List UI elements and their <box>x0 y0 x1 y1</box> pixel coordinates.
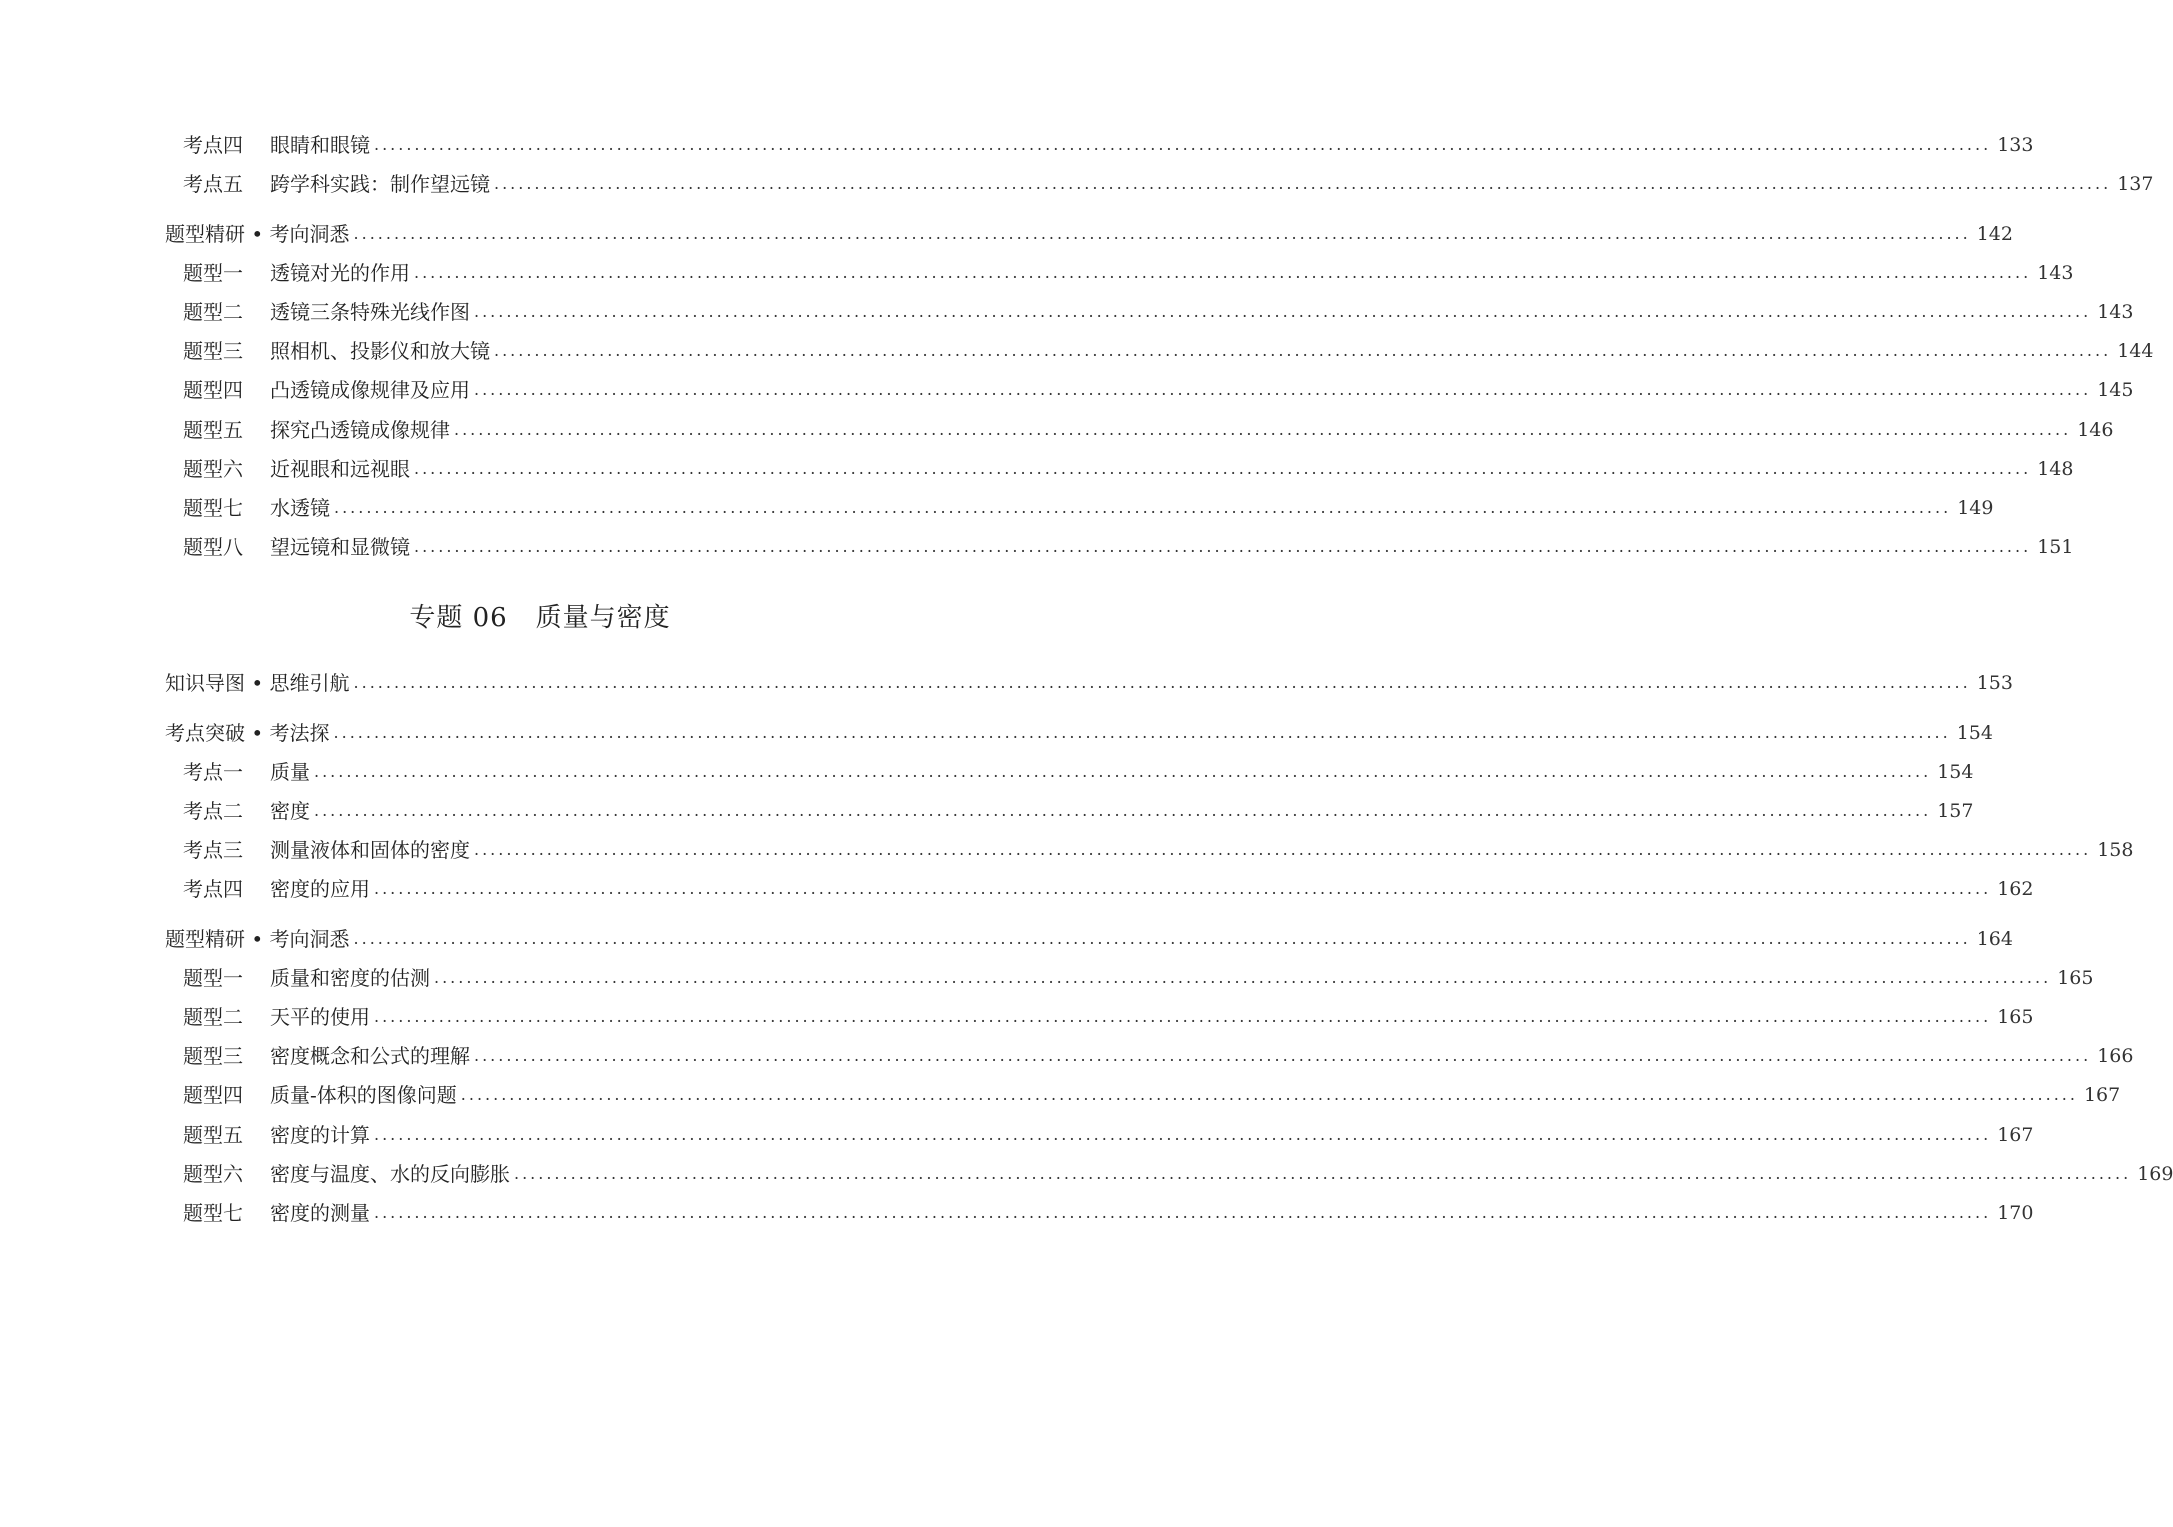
toc-section-heading[interactable] <box>165 666 2013 700</box>
toc-entry-page: 143 <box>2097 301 2134 323</box>
toc-entry-prefix: 题型一 <box>183 966 243 990</box>
toc-entry-label <box>183 833 470 867</box>
toc-entry-prefix: 考点一 <box>183 760 243 784</box>
toc-section-title: 题型精研 • 考向洞悉 <box>165 927 350 951</box>
toc-entry-page: 166 <box>2097 1045 2134 1067</box>
toc-entry-page: 162 <box>1997 878 2034 900</box>
toc-entry-title: 密度的测量 <box>270 1201 370 1225</box>
toc-entry-page: 149 <box>1957 497 1994 519</box>
leader-dots: ........................................................................................................................................................................................................ <box>353 929 1971 948</box>
toc-entry-label <box>183 373 470 407</box>
toc-entry-page: 169 <box>2137 1163 2173 1185</box>
toc-entry-title: 密度的应用 <box>270 877 370 901</box>
toc-entry-label <box>183 1118 370 1152</box>
toc-section-heading[interactable] <box>165 716 1993 750</box>
leader-dots: ........................................................................................................................................................................................................ <box>460 1085 2078 1104</box>
toc-entry-label <box>183 1157 510 1191</box>
toc-entry[interactable] <box>183 1196 2034 1230</box>
toc-entry-label <box>183 334 490 368</box>
toc-entry[interactable] <box>183 256 2074 290</box>
leader-dots: ........................................................................................................................................................................................................ <box>374 135 1992 154</box>
leader-dots: ........................................................................................................................................................................................................ <box>334 498 1952 517</box>
toc-entry-prefix: 题型四 <box>183 1083 243 1107</box>
toc-entry-page: 145 <box>2097 379 2134 401</box>
toc-entry-title: 质量和密度的估测 <box>270 966 430 990</box>
toc-entry-prefix: 题型七 <box>183 1201 243 1225</box>
toc-entry-label <box>183 961 430 995</box>
toc-entry-page: 151 <box>2037 536 2074 558</box>
toc-entry-title: 凸透镜成像规律及应用 <box>270 378 470 402</box>
toc-entry-page: 143 <box>2037 262 2074 284</box>
toc-entry[interactable] <box>183 452 2074 486</box>
leader-dots: ........................................................................................................................................................................................................ <box>374 1125 1992 1144</box>
toc-entry-title: 质量 <box>270 760 310 784</box>
toc-entry-title: 水透镜 <box>270 496 330 520</box>
toc-entry-prefix: 考点二 <box>183 799 243 823</box>
leader-dots: ........................................................................................................................................................................................................ <box>333 723 1951 742</box>
toc-entry-label <box>183 256 410 290</box>
toc-entry-page: 148 <box>2037 458 2074 480</box>
toc-entry-title: 质量-体积的图像问题 <box>270 1083 457 1107</box>
toc-section-heading[interactable] <box>165 922 2013 956</box>
leader-dots: ........................................................................................................................................................................................................ <box>494 174 2112 193</box>
toc-entry-label <box>183 530 410 564</box>
leader-dots: ........................................................................................................................................................................................................ <box>374 1203 1992 1222</box>
toc-entry[interactable] <box>183 872 2034 906</box>
toc-entry-prefix: 考点三 <box>183 838 243 862</box>
toc-entry-page: 165 <box>2057 967 2094 989</box>
toc-entry-page: 133 <box>1997 134 2034 156</box>
toc-entry-label <box>183 413 450 447</box>
leader-dots: ........................................................................................................................................................................................................ <box>314 801 1932 820</box>
toc-entry-label <box>183 794 310 828</box>
toc-entry-title: 密度概念和公式的理解 <box>270 1044 470 1068</box>
toc-section-page: 164 <box>1976 928 2013 950</box>
toc-entry-title: 密度 <box>270 799 310 823</box>
toc-entry[interactable] <box>183 373 2134 407</box>
toc-entry-title: 密度与温度、水的反向膨胀 <box>270 1162 510 1186</box>
toc-entry[interactable] <box>183 833 2134 867</box>
toc-entry-title: 照相机、投影仪和放大镜 <box>270 339 490 363</box>
toc-entry[interactable] <box>183 1078 2121 1112</box>
toc-entry[interactable] <box>183 295 2134 329</box>
chapter-number: 专题 06 <box>409 603 508 633</box>
toc-entry-label <box>183 1000 370 1034</box>
toc-entry-title: 跨学科实践：制作望远镜 <box>270 172 490 196</box>
leader-dots: ........................................................................................................................................................................................................ <box>514 1164 2132 1183</box>
leader-dots: ........................................................................................................................................................................................................ <box>414 537 2032 556</box>
leader-dots: ........................................................................................................................................................................................................ <box>414 263 2032 282</box>
toc-entry[interactable] <box>183 794 1974 828</box>
toc-entry[interactable] <box>183 1000 2034 1034</box>
toc-entry-title: 眼睛和眼镜 <box>270 133 370 157</box>
leader-dots: ........................................................................................................................................................................................................ <box>474 840 2092 859</box>
toc-entry-prefix: 题型二 <box>183 300 243 324</box>
toc-entry-prefix: 考点四 <box>183 133 243 157</box>
toc-section-page: 153 <box>1976 672 2013 694</box>
toc-entry-page: 158 <box>2097 839 2134 861</box>
leader-dots: ........................................................................................................................................................................................................ <box>434 968 2052 987</box>
chapter-name: 质量与密度 <box>535 603 671 633</box>
toc-entry-prefix: 题型二 <box>183 1005 243 1029</box>
toc-entry[interactable] <box>183 128 2034 162</box>
toc-section-title: 知识导图 • 思维引航 <box>165 671 350 695</box>
leader-dots: ........................................................................................................................................................................................................ <box>353 224 1971 243</box>
toc-entry-label <box>183 872 370 906</box>
toc-entry-prefix: 题型六 <box>183 457 243 481</box>
toc-entry[interactable] <box>183 413 2114 447</box>
toc-entry-page: 137 <box>2117 173 2154 195</box>
toc-section-heading[interactable] <box>165 217 2013 251</box>
leader-dots: ........................................................................................................................................................................................................ <box>494 341 2112 360</box>
toc-entry[interactable] <box>183 491 1994 525</box>
toc-entry-page: 146 <box>2077 419 2114 441</box>
toc-entry-label <box>183 1039 470 1073</box>
toc-entry-label <box>183 1196 370 1230</box>
toc-section-page: 142 <box>1976 223 2013 245</box>
toc-entry[interactable] <box>183 530 2074 564</box>
toc-entry-page: 144 <box>2117 340 2154 362</box>
toc-entry-label <box>183 491 330 525</box>
toc-entry-title: 望远镜和显微镜 <box>270 535 410 559</box>
toc-entry[interactable] <box>183 167 2154 201</box>
toc-entry-title: 密度的计算 <box>270 1123 370 1147</box>
toc-entry[interactable] <box>183 961 2094 995</box>
leader-dots: ........................................................................................................................................................................................................ <box>374 1007 1992 1026</box>
toc-entry-title: 近视眼和远视眼 <box>270 457 410 481</box>
toc-entry-page: 167 <box>2083 1084 2121 1106</box>
leader-dots: ........................................................................................................................................................................................................ <box>454 420 2072 439</box>
toc-entry-prefix: 考点五 <box>183 172 243 196</box>
toc-entry-title: 测量液体和固体的密度 <box>270 838 470 862</box>
leader-dots: ........................................................................................................................................................................................................ <box>474 302 2092 321</box>
toc-section-page: 154 <box>1956 722 1993 744</box>
toc-entry[interactable] <box>183 1039 2134 1073</box>
leader-dots: ........................................................................................................................................................................................................ <box>414 459 2032 478</box>
toc-entry-page: 154 <box>1937 761 1974 783</box>
toc-entry-page: 165 <box>1997 1006 2034 1028</box>
toc-entry-prefix: 题型一 <box>183 261 243 285</box>
toc-entry-title: 透镜对光的作用 <box>270 261 410 285</box>
chapter-title <box>0 598 1080 638</box>
toc-entry-prefix: 题型三 <box>183 339 243 363</box>
toc-entry-page: 157 <box>1937 800 1974 822</box>
toc-entry-label <box>183 295 470 329</box>
leader-dots: ........................................................................................................................................................................................................ <box>474 1046 2092 1065</box>
toc-entry[interactable] <box>183 755 1974 789</box>
toc-entry-page: 170 <box>1997 1202 2034 1224</box>
toc-entry-label <box>183 1078 457 1112</box>
toc-section-title: 题型精研 • 考向洞悉 <box>165 222 350 246</box>
toc-entry-title: 透镜三条特殊光线作图 <box>270 300 470 324</box>
toc-entry-prefix: 题型四 <box>183 378 243 402</box>
toc-entry-prefix: 题型五 <box>183 418 243 442</box>
toc-entry[interactable] <box>183 1157 2173 1191</box>
toc-entry-prefix: 考点四 <box>183 877 243 901</box>
toc-entry-prefix: 题型六 <box>183 1162 243 1186</box>
toc-entry-prefix: 题型五 <box>183 1123 243 1147</box>
toc-entry-prefix: 题型三 <box>183 1044 243 1068</box>
toc-entry-title: 天平的使用 <box>270 1005 370 1029</box>
leader-dots: ........................................................................................................................................................................................................ <box>314 762 1932 781</box>
toc-entry-label <box>183 755 310 789</box>
leader-dots: ........................................................................................................................................................................................................ <box>474 380 2092 399</box>
toc-entry[interactable] <box>183 1118 2034 1152</box>
toc-entry[interactable] <box>183 334 2154 368</box>
toc-entry-label <box>183 128 370 162</box>
leader-dots: ........................................................................................................................................................................................................ <box>353 673 1971 692</box>
leader-dots: ........................................................................................................................................................................................................ <box>374 879 1992 898</box>
toc-entry-label <box>183 167 490 201</box>
toc-entry-title: 探究凸透镜成像规律 <box>270 418 450 442</box>
toc-section-title: 考点突破 • 考法探 <box>165 721 330 745</box>
toc-entry-page: 167 <box>1997 1124 2034 1146</box>
toc-entry-prefix: 题型七 <box>183 496 243 520</box>
toc-entry-label <box>183 452 410 486</box>
toc-entry-prefix: 题型八 <box>183 535 243 559</box>
